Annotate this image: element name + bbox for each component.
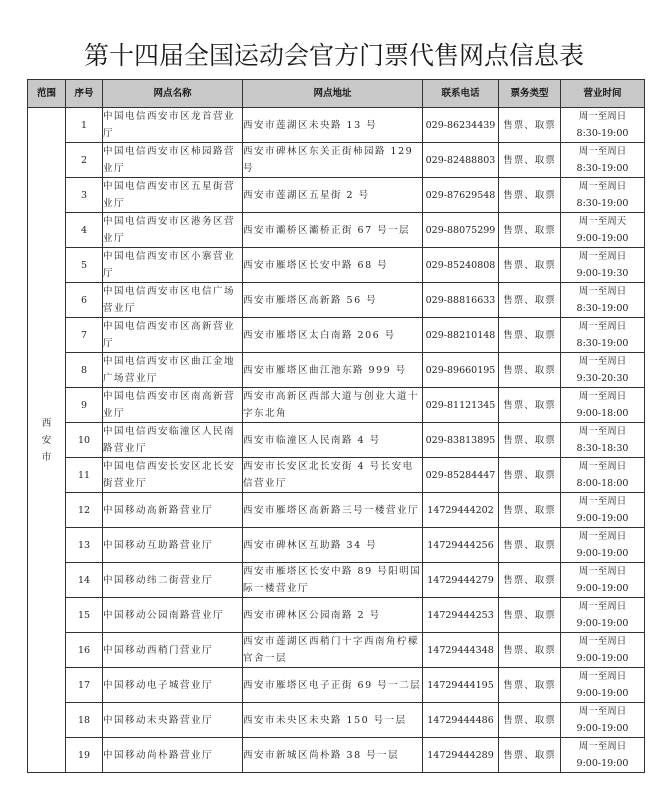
outlet-address: 西安市雁塔区长安中路 89 号阳明国际一楼营业厅 — [243, 563, 423, 598]
page-title: 第十四届全国运动会官方门票代售网点信息表 — [83, 41, 584, 70]
table-row — [28, 143, 645, 178]
service-type: 售票、取票 — [499, 528, 561, 563]
service-type: 售票、取票 — [499, 493, 561, 528]
table-row — [28, 248, 645, 283]
row-number: 8 — [66, 353, 103, 388]
outlet-phone: 14729444253 — [423, 598, 499, 633]
business-time: 9:00-19:00 — [576, 758, 629, 769]
header-phone: 联系电话 — [423, 80, 499, 108]
service-type: 售票、取票 — [499, 633, 561, 668]
business-hours — [561, 143, 645, 178]
outlet-phone: 14729444202 — [423, 493, 499, 528]
service-type: 售票、取票 — [499, 213, 561, 248]
outlet-name: 中国移动西稍门营业厅 — [103, 633, 243, 668]
outlet-name: 中国电信西安市区电信广场营业厅 — [103, 283, 243, 318]
outlet-address: 西安市临潼区人民南路 4 号 — [243, 423, 423, 458]
table-header-row — [28, 80, 645, 108]
table-body — [28, 108, 645, 773]
header-service: 票务类型 — [499, 80, 561, 108]
table-row — [28, 283, 645, 318]
outlet-name: 中国移动高新路营业厅 — [103, 493, 243, 528]
outlet-name: 中国电信西安市区五星街营业厅 — [103, 178, 243, 213]
outlet-address: 西安市雁塔区曲江池东路 999 号 — [243, 353, 423, 388]
outlet-address: 西安市碑林区互助路 34 号 — [243, 528, 423, 563]
business-days: 周一至周日 — [578, 671, 627, 682]
business-days: 周一至周日 — [578, 146, 627, 157]
row-number: 4 — [66, 213, 103, 248]
region-label-char: 西 — [41, 417, 52, 429]
outlet-name: 中国电信西安临潼区人民南路营业厅 — [103, 423, 243, 458]
business-hours — [561, 633, 645, 668]
table-row — [28, 493, 645, 528]
business-hours — [561, 423, 645, 458]
outlet-phone: 029-88816633 — [423, 283, 499, 318]
business-time: 9:00-19:00 — [576, 513, 629, 524]
business-hours — [561, 703, 645, 738]
row-number: 10 — [66, 423, 103, 458]
outlet-name: 中国移动尚朴路营业厅 — [103, 738, 243, 773]
service-type: 售票、取票 — [499, 283, 561, 318]
business-days: 周一至周日 — [578, 356, 627, 367]
business-hours — [561, 353, 645, 388]
outlet-phone: 14729444256 — [423, 528, 499, 563]
service-type: 售票、取票 — [499, 738, 561, 773]
outlet-phone: 029-88075299 — [423, 213, 499, 248]
table-row — [28, 598, 645, 633]
outlet-phone: 14729444348 — [423, 633, 499, 668]
outlet-phone: 14729444279 — [423, 563, 499, 598]
table-row — [28, 213, 645, 248]
business-days: 周一至周日 — [578, 496, 627, 507]
service-type: 售票、取票 — [499, 388, 561, 423]
row-number: 11 — [66, 458, 103, 493]
table-row — [28, 388, 645, 423]
outlet-address: 西安市莲湖区未央路 13 号 — [243, 108, 423, 143]
outlet-name: 中国移动未央路营业厅 — [103, 703, 243, 738]
business-hours — [561, 458, 645, 493]
outlet-name: 中国电信西安市区港务区营业厅 — [103, 213, 243, 248]
row-number: 9 — [66, 388, 103, 423]
outlet-address: 西安市新城区尚朴路 38 号一层 — [243, 738, 423, 773]
region-label-char: 市 — [41, 451, 52, 463]
business-hours — [561, 493, 645, 528]
outlet-phone: 029-82488803 — [423, 143, 499, 178]
outlet-address: 西安市雁塔区电子正街 69 号一二层 — [243, 668, 423, 703]
outlet-phone: 029-89660195 — [423, 353, 499, 388]
business-days: 周一至周日 — [578, 181, 627, 192]
outlet-address: 西安市雁塔区高新路 56 号 — [243, 283, 423, 318]
row-number: 3 — [66, 178, 103, 213]
table-row — [28, 108, 645, 143]
table-row — [28, 668, 645, 703]
business-hours — [561, 598, 645, 633]
business-hours — [561, 283, 645, 318]
business-days: 周一至周日 — [578, 636, 627, 647]
business-time: 8:30-19:00 — [576, 163, 629, 174]
outlet-address: 西安市雁塔区长安中路 68 号 — [243, 248, 423, 283]
service-type: 售票、取票 — [499, 178, 561, 213]
business-time: 9:30-20:30 — [576, 373, 629, 384]
business-time: 8:00-18:00 — [576, 478, 629, 489]
header-name: 网点名称 — [103, 80, 243, 108]
header-address: 网点地址 — [243, 80, 423, 108]
business-days: 周一至周日 — [578, 111, 627, 122]
business-days: 周一至周日 — [578, 391, 627, 402]
service-type: 售票、取票 — [499, 423, 561, 458]
outlet-name: 中国电信西安市区龙首营业厅 — [103, 108, 243, 143]
table-row — [28, 528, 645, 563]
business-days: 周一至周日 — [578, 461, 627, 472]
table-row — [28, 633, 645, 668]
service-type: 售票、取票 — [499, 703, 561, 738]
service-type: 售票、取票 — [499, 563, 561, 598]
row-number: 16 — [66, 633, 103, 668]
business-hours — [561, 563, 645, 598]
business-days: 周一至周日 — [578, 426, 627, 437]
table-row — [28, 423, 645, 458]
outlet-phone: 029-85240808 — [423, 248, 499, 283]
service-type: 售票、取票 — [499, 108, 561, 143]
outlet-name: 中国移动纬二街营业厅 — [103, 563, 243, 598]
row-number: 1 — [66, 108, 103, 143]
business-days: 周一至周日 — [578, 286, 627, 297]
row-number: 19 — [66, 738, 103, 773]
outlet-address: 西安市未央区未央路 150 号一层 — [243, 703, 423, 738]
business-days: 周一至周日 — [578, 706, 627, 717]
outlet-name: 中国移动公园南路营业厅 — [103, 598, 243, 633]
outlet-address: 西安市灞桥区灞桥正街 67 号一层 — [243, 213, 423, 248]
outlet-address: 西安市长安区北长安街 4 号长安电信营业厅 — [243, 458, 423, 493]
business-time: 8:30-19:00 — [576, 198, 629, 209]
table-row — [28, 738, 645, 773]
row-number: 17 — [66, 668, 103, 703]
row-number: 7 — [66, 318, 103, 353]
business-hours — [561, 248, 645, 283]
service-type: 售票、取票 — [499, 248, 561, 283]
business-days: 周一至周日 — [578, 741, 627, 752]
outlet-address: 西安市碑林区公园南路 2 号 — [243, 598, 423, 633]
row-number: 13 — [66, 528, 103, 563]
service-type: 售票、取票 — [499, 668, 561, 703]
service-type: 售票、取票 — [499, 353, 561, 388]
header-hours: 营业时间 — [561, 80, 645, 108]
table-row — [28, 178, 645, 213]
business-time: 9:00-19:00 — [576, 548, 629, 559]
business-time: 8:30-19:00 — [576, 303, 629, 314]
business-days: 周一至周日 — [578, 531, 627, 542]
business-time: 9:00-19:00 — [576, 618, 629, 629]
row-number: 2 — [66, 143, 103, 178]
business-time: 9:00-19:00 — [576, 723, 629, 734]
outlet-address: 西安市高新区西部大道与创业大道十字东北角 — [243, 388, 423, 423]
outlet-name: 中国电信西安市区南高新营业厅 — [103, 388, 243, 423]
outlet-address: 西安市雁塔区太白南路 206 号 — [243, 318, 423, 353]
row-number: 14 — [66, 563, 103, 598]
business-days: 周一至周天 — [578, 216, 627, 227]
outlet-address: 西安市碑林区东关正街柿园路 129 号 — [243, 143, 423, 178]
business-time: 8:30-19:00 — [576, 128, 629, 139]
business-days: 周一至周日 — [578, 566, 627, 577]
outlet-phone: 14729444195 — [423, 668, 499, 703]
row-number: 5 — [66, 248, 103, 283]
business-time: 9:00-19:00 — [576, 653, 629, 664]
business-hours — [561, 318, 645, 353]
outlet-address: 西安市雁塔区高新路三号一楼营业厅 — [243, 493, 423, 528]
outlet-phone: 029-81121345 — [423, 388, 499, 423]
table-row — [28, 353, 645, 388]
table-row — [28, 563, 645, 598]
business-time: 9:00-18:00 — [576, 408, 629, 419]
outlet-phone: 029-83813895 — [423, 423, 499, 458]
row-number: 12 — [66, 493, 103, 528]
row-number: 15 — [66, 598, 103, 633]
table-row — [28, 458, 645, 493]
business-days: 周一至周日 — [578, 251, 627, 262]
service-type: 售票、取票 — [499, 143, 561, 178]
outlet-phone: 029-87629548 — [423, 178, 499, 213]
outlet-name: 中国移动互助路营业厅 — [103, 528, 243, 563]
business-time: 8:30-18:30 — [576, 443, 629, 454]
service-type: 售票、取票 — [499, 458, 561, 493]
business-time: 9:00-19:00 — [576, 688, 629, 699]
header-no: 序号 — [66, 80, 103, 108]
business-hours — [561, 178, 645, 213]
outlet-phone: 029-86234439 — [423, 108, 499, 143]
business-time: 8:30-19:00 — [576, 338, 629, 349]
outlet-name: 中国电信西安市区柿园路营业厅 — [103, 143, 243, 178]
outlet-address: 西安市莲湖区西稍门十字西南角柠檬官舍一层 — [243, 633, 423, 668]
outlet-name: 中国移动电子城营业厅 — [103, 668, 243, 703]
row-number: 6 — [66, 283, 103, 318]
outlet-name: 中国电信西安市区高新营业厅 — [103, 318, 243, 353]
outlet-address: 西安市莲湖区五星街 2 号 — [243, 178, 423, 213]
business-days: 周一至周日 — [578, 601, 627, 612]
outlet-name: 中国电信西安市区小寨营业厅 — [103, 248, 243, 283]
business-time: 9:00-19:30 — [576, 268, 629, 279]
outlet-phone: 14729444486 — [423, 703, 499, 738]
outlet-phone: 029-88210148 — [423, 318, 499, 353]
business-time: 9:00-19:00 — [576, 233, 629, 244]
row-number: 18 — [66, 703, 103, 738]
region-label-char: 安 — [41, 434, 52, 446]
business-days: 周一至周日 — [578, 321, 627, 332]
ticket-outlets-table — [27, 79, 645, 773]
service-type: 售票、取票 — [499, 318, 561, 353]
table-row — [28, 318, 645, 353]
business-hours — [561, 668, 645, 703]
business-hours — [561, 388, 645, 423]
business-hours — [561, 108, 645, 143]
business-time: 9:00-19:00 — [576, 583, 629, 594]
service-type: 售票、取票 — [499, 598, 561, 633]
outlet-name: 中国电信西安长安区北长安街营业厅 — [103, 458, 243, 493]
outlet-phone: 14729444289 — [423, 738, 499, 773]
outlet-name: 中国电信西安市区曲江金地广场营业厅 — [103, 353, 243, 388]
business-hours — [561, 528, 645, 563]
business-hours — [561, 213, 645, 248]
region-cell — [28, 108, 66, 773]
business-hours — [561, 738, 645, 773]
outlet-phone: 029-85284447 — [423, 458, 499, 493]
header-region: 范围 — [28, 80, 66, 108]
table-row — [28, 703, 645, 738]
